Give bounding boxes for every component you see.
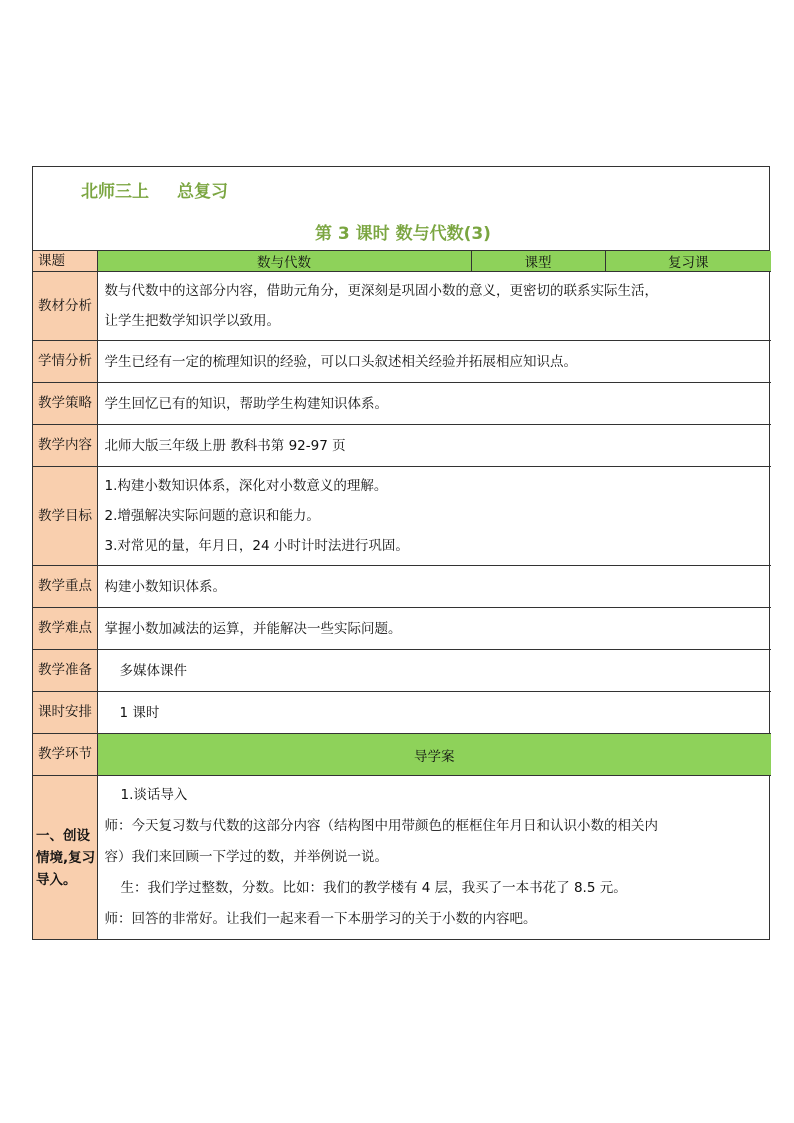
content-line: 1.构建小数知识体系，深化对小数意义的理解。 xyxy=(104,478,388,494)
row-label: 教学重点 xyxy=(33,566,97,608)
header-block xyxy=(33,167,769,251)
table-row xyxy=(33,692,771,734)
row-content xyxy=(97,272,771,341)
row-content: 学生回忆已有的知识，帮助学生构建知识体系。 xyxy=(97,383,771,425)
course-heading xyxy=(81,177,256,202)
row-label: 学情分析 xyxy=(33,341,97,383)
section-header-row xyxy=(33,734,771,776)
section-one-row xyxy=(33,776,771,940)
content-line: 师：回答的非常好。让我们一起来看一下本册学习的关于小数的内容吧。 xyxy=(104,911,537,927)
table-row xyxy=(33,272,771,341)
table-row xyxy=(33,425,771,467)
row-content: 1 课时 xyxy=(97,692,771,734)
row-label: 教材分析 xyxy=(33,272,97,341)
section-label: 教学环节 xyxy=(33,734,97,776)
row-label: 教学难点 xyxy=(33,608,97,650)
table-row xyxy=(33,566,771,608)
type-value: 复习课 xyxy=(605,251,771,272)
topic-label: 课题 xyxy=(33,251,97,272)
section-one-label: 一、创设情境,复习导入。 xyxy=(33,776,97,940)
unit-title: 总复习 xyxy=(177,182,228,202)
course-title: 北师三上 xyxy=(81,182,149,202)
lesson-title: 第 3 课时 数与代数(3) xyxy=(315,224,491,244)
row-content: 构建小数知识体系。 xyxy=(97,566,771,608)
topic-row xyxy=(33,251,771,272)
type-label: 课型 xyxy=(471,251,605,272)
lesson-plan-sheet xyxy=(32,166,770,940)
lesson-table xyxy=(33,251,771,939)
topic-value: 数与代数 xyxy=(97,251,471,272)
row-content xyxy=(97,467,771,566)
table-row xyxy=(33,608,771,650)
table-row xyxy=(33,650,771,692)
row-content: 多媒体课件 xyxy=(97,650,771,692)
row-label: 教学目标 xyxy=(33,467,97,566)
content-line: 让学生把数学知识学以致用。 xyxy=(104,313,280,329)
row-label: 课时安排 xyxy=(33,692,97,734)
table-row xyxy=(33,383,771,425)
content-line: 数与代数中的这部分内容，借助元角分，更深刻是巩固小数的意义，更密切的联系实际生活， xyxy=(104,283,658,299)
row-label: 教学策略 xyxy=(33,383,97,425)
content-line: 生：我们学过整数，分数。比如：我们的教学楼有 4 层，我买了一本书花了 8.5 元。 xyxy=(120,880,627,896)
content-line: 2.增强解决实际问题的意识和能力。 xyxy=(104,508,320,524)
row-content: 北师大版三年级上册 教科书第 92-97 页 xyxy=(97,425,771,467)
row-label: 教学内容 xyxy=(33,425,97,467)
table-row xyxy=(33,467,771,566)
row-content: 掌握小数加减法的运算，并能解决一些实际问题。 xyxy=(97,608,771,650)
content-line: 1.谈话导入 xyxy=(120,787,188,803)
content-line: 容）我们来回顾一下学过的数，并举例说一说。 xyxy=(104,849,388,865)
section-title: 导学案 xyxy=(97,734,771,776)
content-line: 3.对常见的量，年月日，24 小时计时法进行巩固。 xyxy=(104,538,409,554)
section-one-content xyxy=(97,776,771,940)
row-label: 教学准备 xyxy=(33,650,97,692)
content-line: 师：今天复习数与代数的这部分内容（结构图中用带颜色的框框住年月日和认识小数的相关内 xyxy=(104,818,658,834)
row-content: 学生已经有一定的梳理知识的经验，可以口头叙述相关经验并拓展相应知识点。 xyxy=(97,341,771,383)
table-row xyxy=(33,341,771,383)
